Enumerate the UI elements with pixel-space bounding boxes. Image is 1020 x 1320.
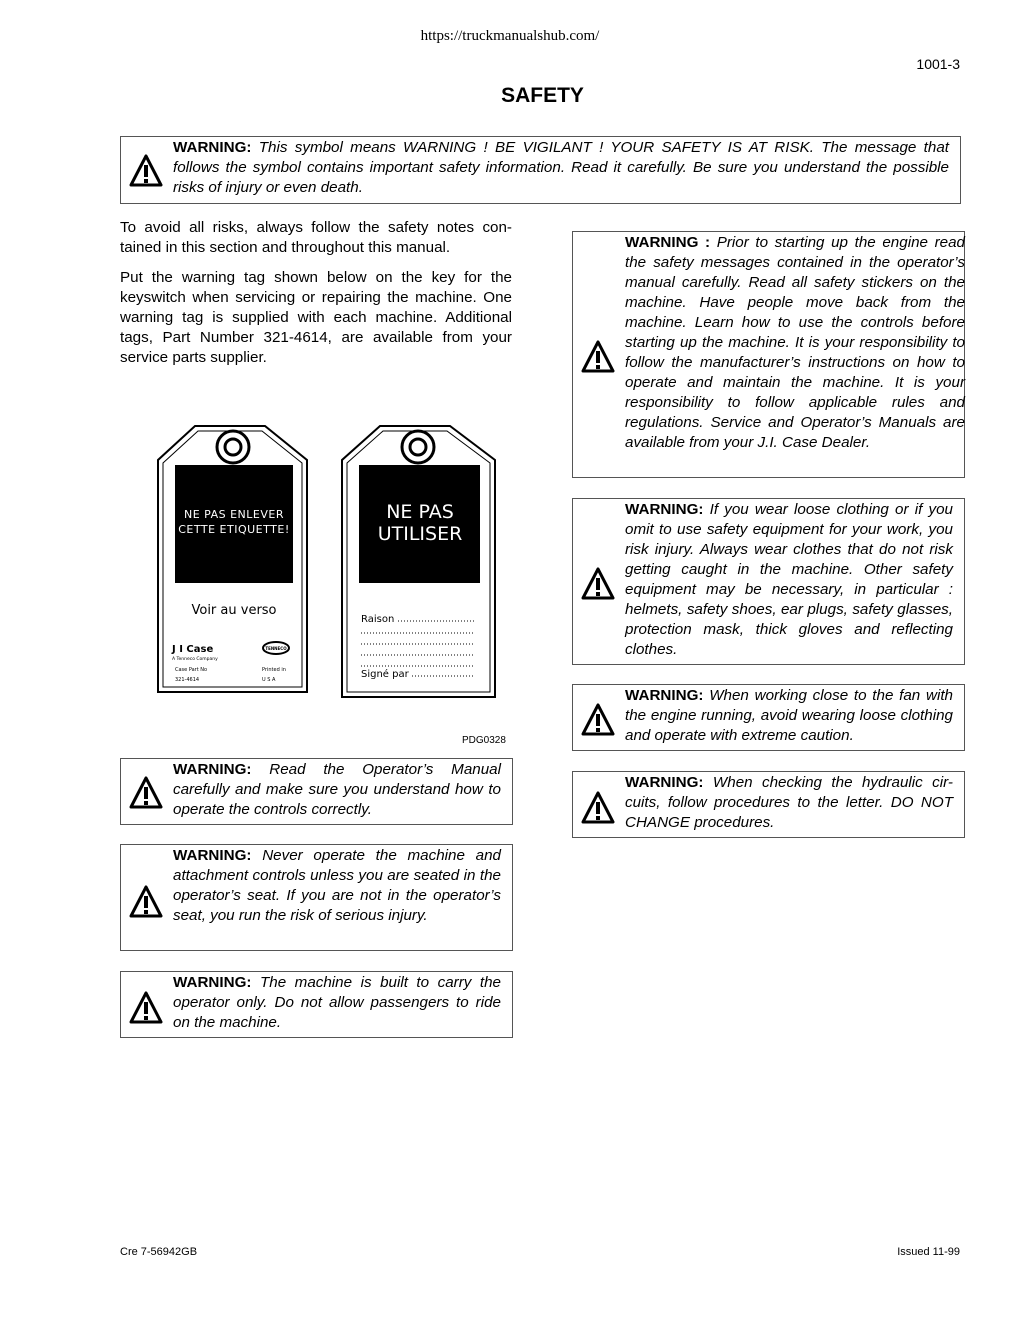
tag1-verso: Voir au verso — [191, 603, 277, 618]
warning-box-seated — [120, 844, 513, 951]
warning-body: The machine is built to carry the operator only. Do not allow passengers to ride on the machine. — [173, 974, 501, 1031]
warning-triangle-icon — [129, 991, 163, 1025]
warning-triangle-icon — [581, 340, 615, 374]
warning-text — [625, 773, 953, 833]
warning-box-symbol — [120, 136, 961, 204]
tag-back — [342, 426, 495, 697]
intro-paragraph-2: Put the warning tag shown below on the key for the keyswitch when servicing or repairing the machine. One warning tag is supplied with each machine. Additional tags, Part Number 321-4614, are available from your service parts supplier. — [120, 269, 512, 366]
warning-triangle-icon — [129, 885, 163, 919]
tag1-logo: TENNECO — [265, 646, 287, 651]
warning-triangle-icon — [581, 703, 615, 737]
warning-label: WARNING : — [625, 234, 717, 251]
tag-front — [158, 426, 307, 692]
tag1-line1: NE PAS ENLEVER — [184, 508, 284, 521]
warning-label: WARNING: — [173, 761, 270, 778]
tag2-raison: Raison — [361, 614, 395, 625]
warning-text — [173, 760, 501, 820]
warning-box-passengers — [120, 971, 513, 1038]
warning-box-fan — [572, 684, 965, 751]
warning-text — [173, 138, 949, 198]
tag1-part-label: Case Part No — [175, 667, 208, 673]
warning-body: When checking the hydraulic cir- cuits, follow procedures to the letter. DO NOT CHANGE procedures. — [625, 774, 953, 831]
footer-issued: Issued 11-99 — [897, 1246, 960, 1258]
warning-box-loose-clothing — [572, 498, 965, 665]
tag2-line1: NE PAS — [386, 501, 454, 523]
warning-body: Never operate the machine and attachment controls unless you are seated in the operator’s seat. If you are not in the operator’s seat, you run the risk of serious injury. — [173, 847, 501, 924]
warning-triangle-icon — [581, 791, 615, 825]
warning-text — [625, 686, 953, 746]
tag1-line2: CETTE ETIQUETTE! — [178, 523, 290, 536]
warning-label: WARNING: — [173, 139, 259, 156]
warning-label: WARNING: — [173, 847, 263, 864]
warning-text — [173, 973, 501, 1033]
header-url: https://truckmanualshub.com/ — [420, 28, 600, 44]
tag2-line2: UTILISER — [377, 523, 463, 545]
tag1-printed-country: U S A — [262, 677, 276, 683]
warning-box-starting-engine — [572, 231, 965, 478]
warning-triangle-icon — [129, 154, 163, 188]
tag1-brand: J I Case — [172, 644, 214, 655]
intro-paragraph-1: To avoid all risks, always follow the safety notes con- tained in this section and throughout this manual. — [120, 219, 512, 256]
warning-box-hydraulic — [572, 771, 965, 838]
warning-label: WARNING: — [173, 974, 260, 991]
page-number: 1001-3 — [916, 56, 960, 72]
warning-text — [625, 233, 965, 453]
warning-tags-illustration — [150, 420, 500, 705]
warning-label: WARNING: — [625, 687, 710, 704]
figure-caption: PDG0328 — [462, 735, 506, 746]
warning-box-operators-manual — [120, 758, 513, 825]
warning-triangle-icon — [581, 567, 615, 601]
tag1-brand-sub: A Tenneco Company — [172, 657, 218, 662]
warning-text — [625, 500, 953, 660]
tag2-signe: Signé par — [361, 669, 409, 680]
footer-doc-code: Cre 7-56942GB — [120, 1246, 198, 1258]
warning-label: WARNING: — [625, 774, 713, 791]
warning-body: When working close to the fan with the engine running, avoid wearing loose clothing and operate with extreme caution. — [625, 687, 953, 744]
page-title: SAFETY — [501, 84, 584, 107]
tag1-part-no: 321-4614 — [175, 677, 200, 683]
warning-label: WARNING: — [625, 501, 710, 518]
warning-body: This symbol means WARNING ! BE VIGILANT ! YOUR SAFETY IS AT RISK. The message that follows the symbol contains important safety information. Read it carefully. Be sure you understand the possible risks of injury or even death. — [173, 139, 949, 196]
warning-body: Prior to starting up the engine read the safety messages contained in the operator’s manual carefully. Read all safety stickers on the machine. Have people move back from the machine. Learn how to use the controls before starting up the machine. It is your responsibility to follow the manufacturer’s instructions on how to operate and maintain the machine. It is your responsibility to follow applicable rules and regulations. Service and Operator’s Manuals are available from your J.I. Case Dealer. — [625, 234, 965, 451]
tag1-printed-label: Printed in — [262, 667, 286, 673]
warning-body: If you wear loose clothing or if you omit to use safety equipment for your work, you risk injury. Always wear clothes that do not risk getting caught in the machine. Other safety equipment may be necessary, in particular : helmets, safety shoes, ear plugs, safety glasses, protection mask, thick gloves and reflecting clothes. — [625, 501, 953, 658]
warning-text — [173, 846, 501, 926]
warning-body: Read the Operator’s Manual carefully and make sure you understand how to operate the controls correctly. — [173, 761, 501, 818]
warning-triangle-icon — [129, 776, 163, 810]
